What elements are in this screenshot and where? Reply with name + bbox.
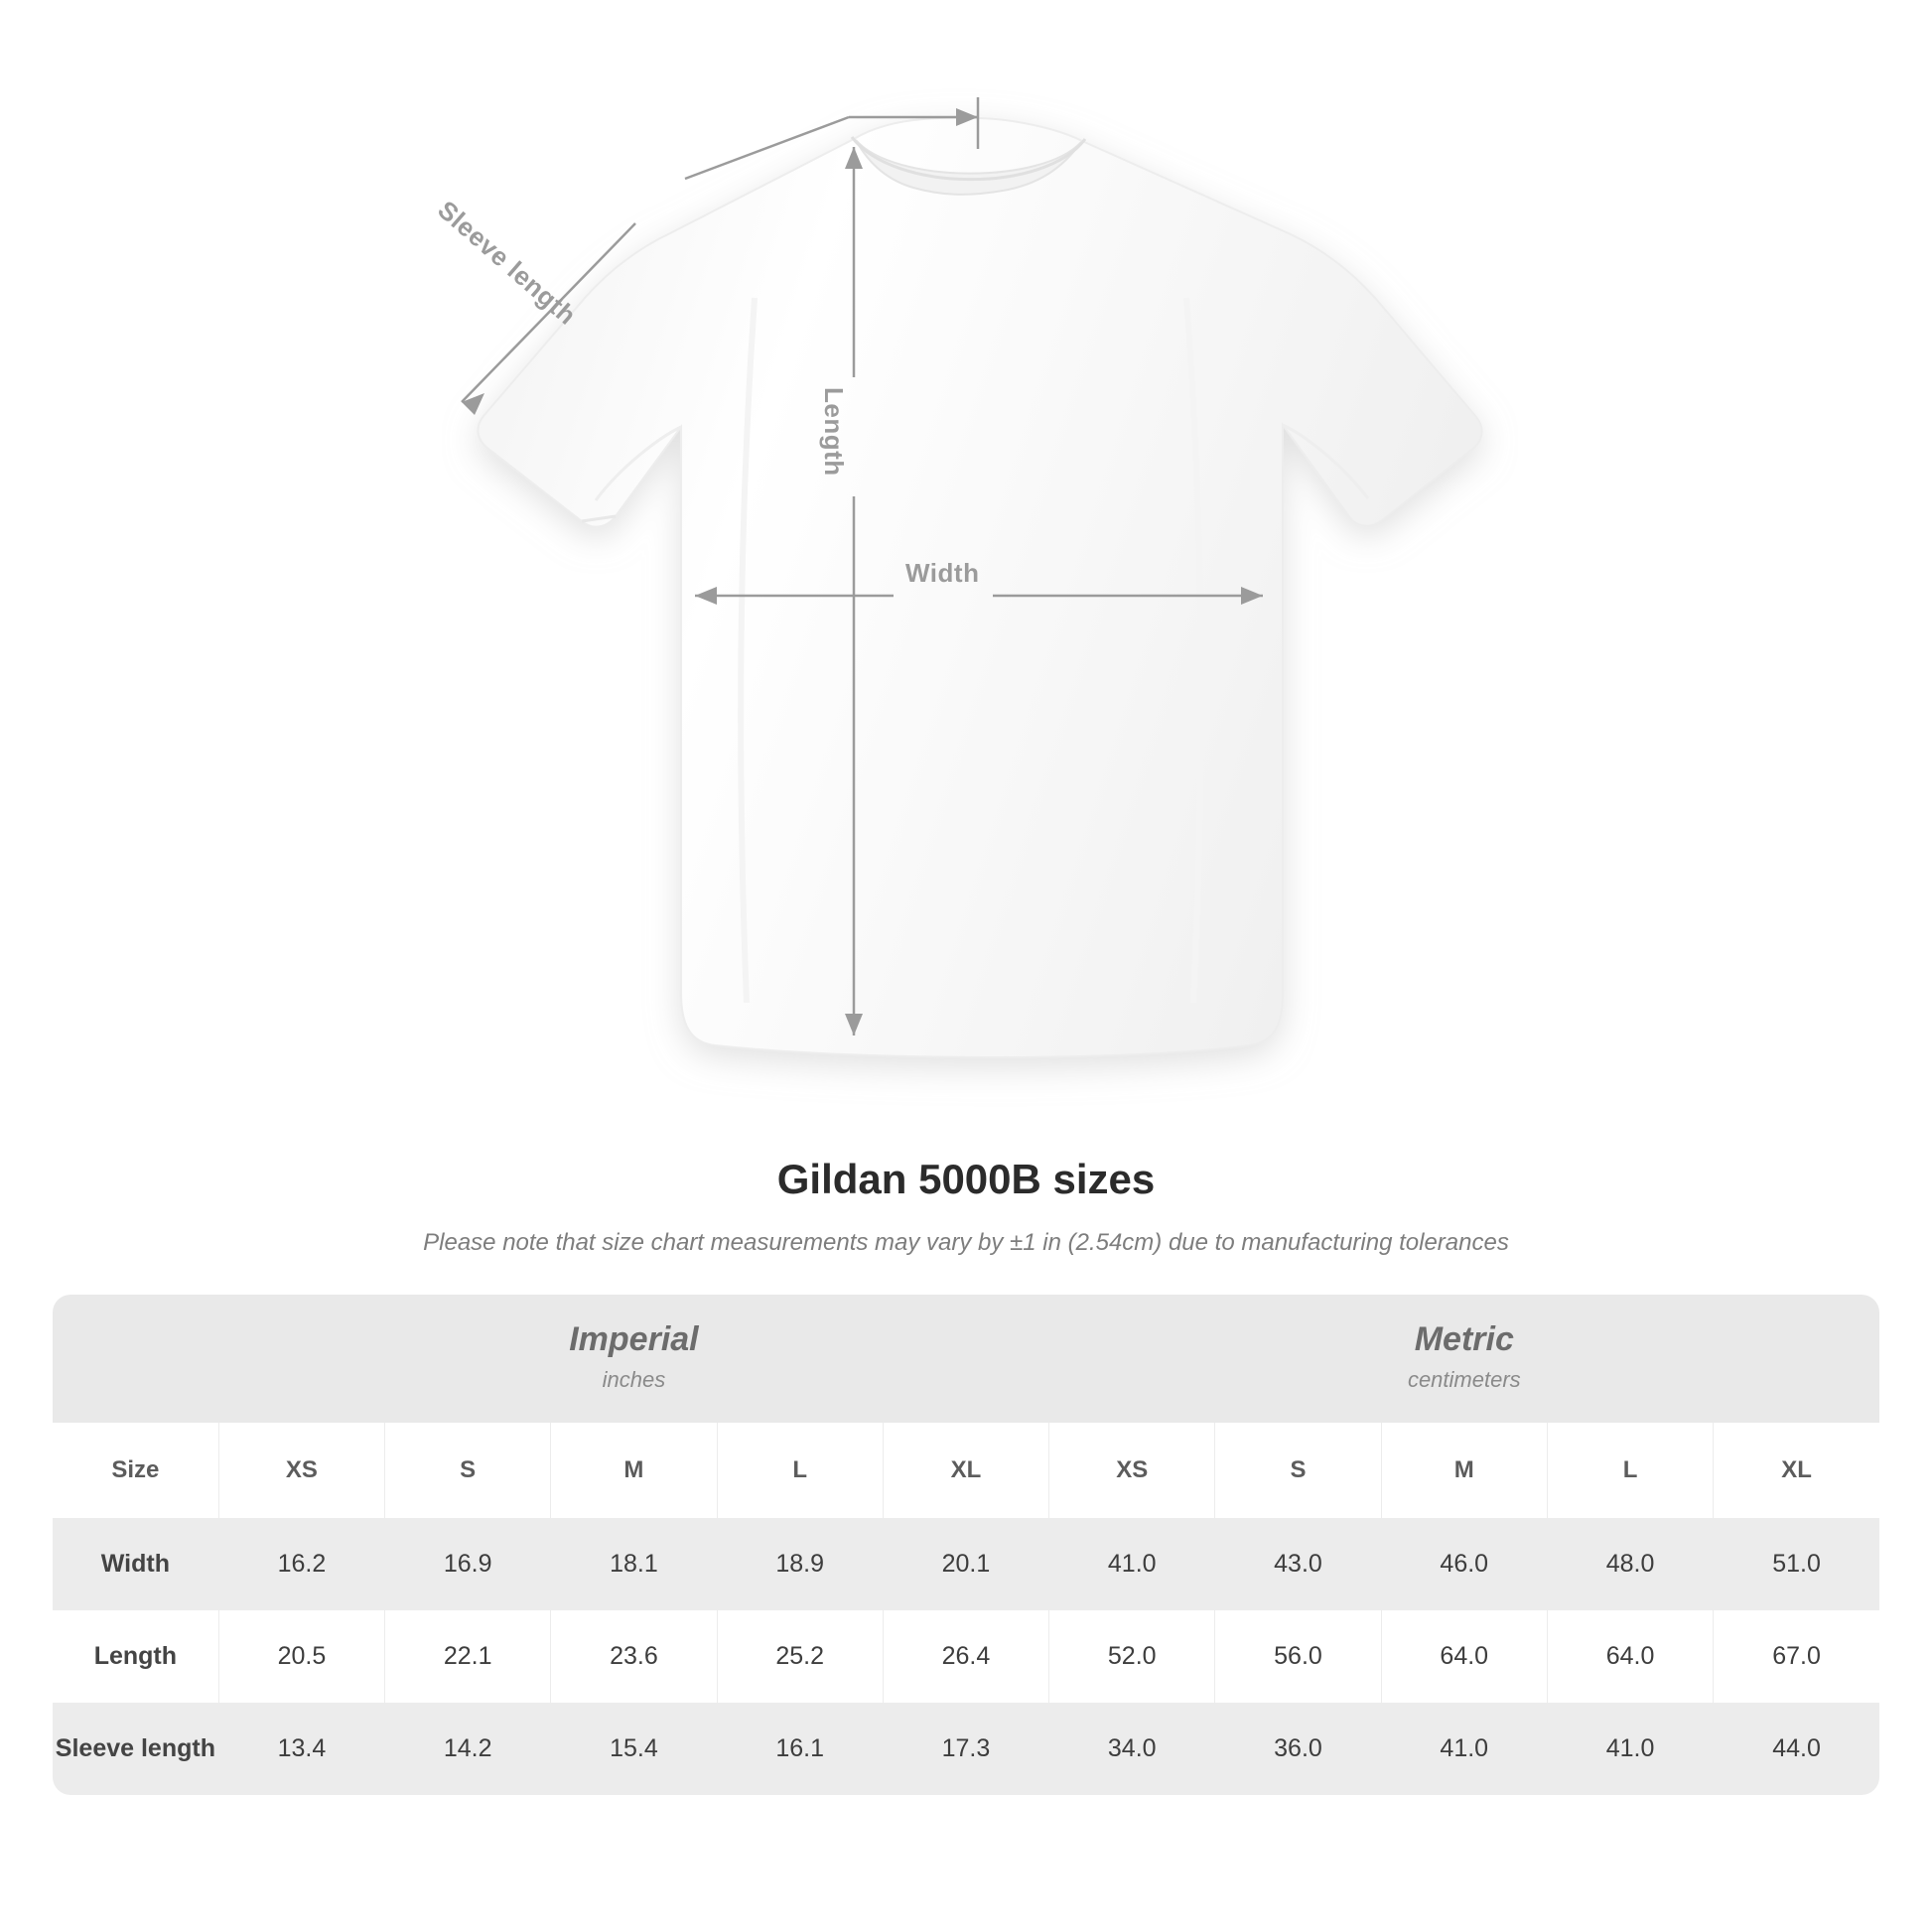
- cell-sleeve-metric-l: 41.0: [1547, 1703, 1713, 1795]
- column-header-metric-xl: XL: [1714, 1423, 1879, 1518]
- column-header-metric-s: S: [1215, 1423, 1381, 1518]
- unit-group-imperial-name: Imperial: [569, 1320, 699, 1358]
- table-row: [53, 1610, 1879, 1703]
- cell-sleeve-imperial-l: 16.1: [717, 1703, 883, 1795]
- tshirt-shape: [478, 118, 1481, 1057]
- size-table-wrapper: [53, 1295, 1879, 1795]
- cell-width-imperial-xs: 16.2: [218, 1518, 384, 1610]
- unit-group-imperial: [218, 1295, 1048, 1423]
- cell-length-imperial-s: 22.1: [385, 1610, 551, 1703]
- cell-sleeve-metric-xs: 34.0: [1049, 1703, 1215, 1795]
- column-header-imperial-l: L: [717, 1423, 883, 1518]
- cell-sleeve-imperial-xs: 13.4: [218, 1703, 384, 1795]
- cell-width-imperial-s: 16.9: [385, 1518, 551, 1610]
- cell-length-imperial-xl: 26.4: [883, 1610, 1048, 1703]
- cell-length-metric-m: 64.0: [1381, 1610, 1547, 1703]
- column-header-metric-xs: XS: [1049, 1423, 1215, 1518]
- cell-sleeve-metric-xl: 44.0: [1714, 1703, 1879, 1795]
- page-title: Gildan 5000B sizes: [776, 1156, 1156, 1202]
- cell-width-imperial-xl: 20.1: [883, 1518, 1048, 1610]
- cell-width-metric-xs: 41.0: [1049, 1518, 1215, 1610]
- cell-length-imperial-m: 23.6: [551, 1610, 717, 1703]
- cell-sleeve-imperial-m: 15.4: [551, 1703, 717, 1795]
- cell-length-metric-l: 64.0: [1547, 1610, 1713, 1703]
- row-label-sleeve-length: Sleeve length: [53, 1703, 218, 1795]
- size-table: [53, 1295, 1879, 1795]
- row-label-length: Length: [53, 1610, 218, 1703]
- cell-sleeve-metric-m: 41.0: [1381, 1703, 1547, 1795]
- cell-length-imperial-xs: 20.5: [218, 1610, 384, 1703]
- column-header-imperial-s: S: [385, 1423, 551, 1518]
- cell-width-metric-s: 43.0: [1215, 1518, 1381, 1610]
- cell-length-metric-xl: 67.0: [1714, 1610, 1879, 1703]
- length-dimension-label: Length: [819, 387, 849, 477]
- cell-width-imperial-l: 18.9: [717, 1518, 883, 1610]
- column-header-imperial-m: M: [551, 1423, 717, 1518]
- cell-sleeve-metric-s: 36.0: [1215, 1703, 1381, 1795]
- unit-group-metric-name: Metric: [1414, 1320, 1514, 1358]
- page-subtitle: Please note that size chart measurements may vary by ±1 in (2.54cm) due to manufacturing tolerances: [423, 1229, 1509, 1256]
- size-header-row: [53, 1423, 1879, 1518]
- unit-group-imperial-sub: inches: [602, 1367, 666, 1392]
- cell-width-metric-l: 48.0: [1547, 1518, 1713, 1610]
- column-header-metric-l: L: [1547, 1423, 1713, 1518]
- row-label-width: Width: [53, 1518, 218, 1610]
- column-header-imperial-xs: XS: [218, 1423, 384, 1518]
- cell-length-metric-xs: 52.0: [1049, 1610, 1215, 1703]
- cell-sleeve-imperial-s: 14.2: [385, 1703, 551, 1795]
- column-header-metric-m: M: [1381, 1423, 1547, 1518]
- table-row: [53, 1703, 1879, 1795]
- cell-length-metric-s: 56.0: [1215, 1610, 1381, 1703]
- width-dimension-label: Width: [905, 558, 980, 588]
- sleeve-length-dimension-label: Sleeve length: [432, 195, 583, 331]
- table-row: [53, 1518, 1879, 1610]
- unit-corner-cell: [53, 1295, 218, 1423]
- cell-length-imperial-l: 25.2: [717, 1610, 883, 1703]
- unit-group-metric: [1049, 1295, 1879, 1423]
- cell-width-imperial-m: 18.1: [551, 1518, 717, 1610]
- size-header-cell: Size: [53, 1423, 218, 1518]
- unit-group-metric-sub: centimeters: [1407, 1367, 1521, 1392]
- cell-width-metric-xl: 51.0: [1714, 1518, 1879, 1610]
- unit-group-row: [53, 1295, 1879, 1423]
- cell-width-metric-m: 46.0: [1381, 1518, 1547, 1610]
- cell-sleeve-imperial-xl: 17.3: [883, 1703, 1048, 1795]
- column-header-imperial-xl: XL: [883, 1423, 1048, 1518]
